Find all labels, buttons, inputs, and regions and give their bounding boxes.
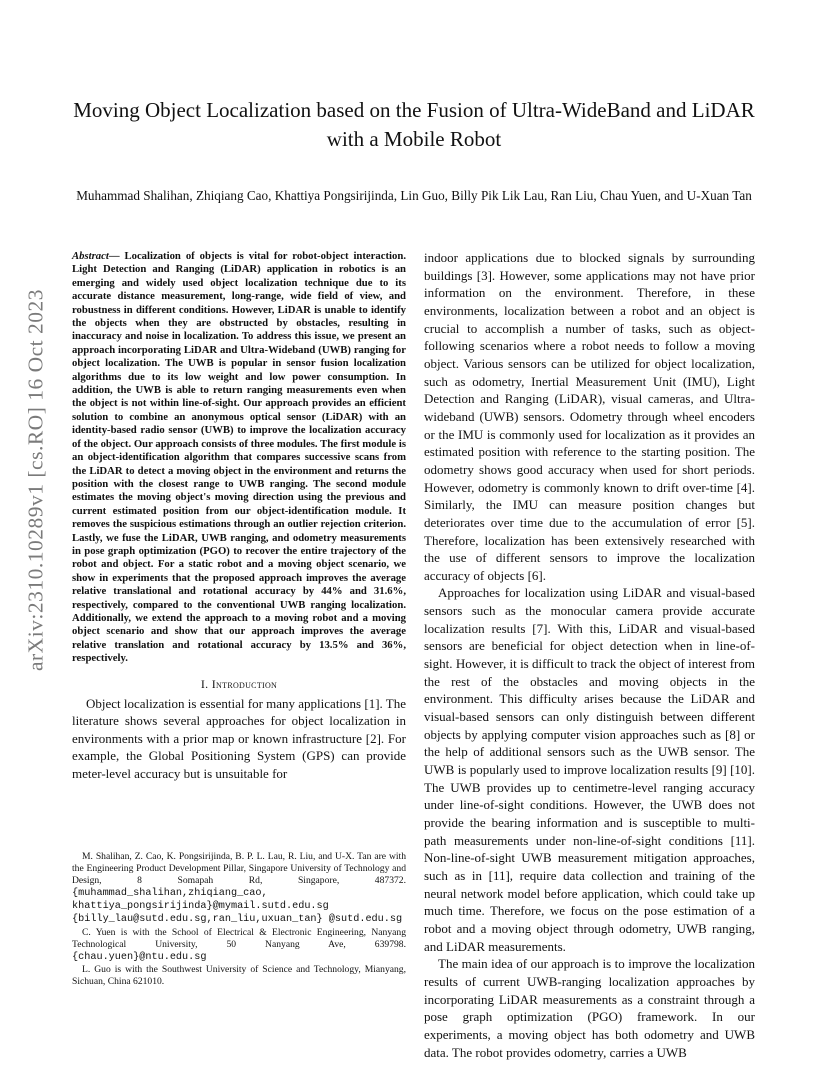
arxiv-identifier: arXiv:2310.10289v1 [cs.RO] 16 Oct 2023 [23, 288, 48, 672]
abstract-label: Abstract [72, 250, 109, 262]
footnote-sutd [72, 851, 406, 927]
paragraph-lidar-uwb: Approaches for localization using LiDAR and visual-based sensors such as the monocular camera provide accurate localization results [7]. With this, LiDAR and visual-based sensors are beneficial for object detection when in line-of-sight. However, it is difficult to track the object of interest from the rest of the obstacles and moving objects in the environment. This difficulty arises because the LiDAR and visual-based sensors can only distinguish between different objects by applying computer vision approaches such as [8] or the help of additional sensors such as the UWB sensor. The UWB is popularly used to improve localization results [9] [10]. The UWB provides up to centimetre-level ranging accuracy under line-of-sight conditions. However, the UWB does not provide the bearing information and is susceptible to multi-path measurements under non-line-of-sight conditions [11]. Non-line-of-sight UWB measurement mitigation approaches, such as in [11], require data collection and training of the neural network model before application, which could take up much time. Therefore, we focus on the pose estimation of a robot and a moving object through odometry, UWB ranging, and LiDAR measurements. [424, 585, 755, 954]
left-column [72, 250, 406, 783]
abstract-text: — Localization of objects is vital for robot-object interaction. Light Detection and Ranging (LiDAR) application in robotics is an emerging and widely used object localization technique due to its accurate distance measurement, long-range, wide field of view, and robustness in different conditions. However, LiDAR is unable to identify the objects when they are obstructed by obstacles, resulting in inaccuracy and noise in localization. To address this issue, we present an approach incorporating LiDAR and Ultra-Wideband (UWB) ranging for object localization. The UWB is popular in sensor fusion localization algorithms due to its low weight and low power consumption. In addition, the UWB is able to return ranging measurements even when the object is not within line-of-sight. Our approach provides an efficient solution to combine an anonymous optical sensor (LiDAR) with an identity-based radio sensor (UWB) to improve the localization accuracy of the object. Our approach consists of three modules. The first module is an object-identification algorithm that compares successive scans from the LiDAR to detect a moving object in the environment and returns the position with the closest range to UWB ranging. The second module estimates the moving object's moving direction using the previous and current estimated position from our object-identification module. It removes the suspicious estimations through an outlier rejection criterion. Lastly, we fuse the LiDAR, UWB ranging, and odometry measurements in pose graph optimization (PGO) to recover the entire trajectory of the robot and object. For a static robot and a moving object scenario, we show in experiments that the proposed approach improves the average relative translational and rotational accuracy by 44% and 31.6%, respectively, compared to the conventional UWB ranging localization. Additionally, we extend the approach to a moving robot and a moving object scenario and show that our approach improves the average relative translation and rotational accuracy by 13.5% and 36%, respectively. [72, 250, 406, 665]
footnote-sutd-emails: {muhammad_shalihan,zhiqiang_cao, khattiya_pongsirijinda}@mymail.sutd.edu.sg {billy_lau@sutd.edu.sg,ran_liu,uxuan_tan} @sutd.edu.sg [72, 888, 403, 926]
footnote-sutd-text: M. Shalihan, Z. Cao, K. Pongsirijinda, B. P. L. Lau, R. Liu, and U-X. Tan are with the Engineering Product Development Pillar, Singapore University of Technology and Design, 8 Somapah Rd, Singapore, 487372. [72, 851, 406, 887]
author-footnotes [72, 851, 406, 988]
paragraph-main-idea: The main idea of our approach is to improve the localization results of current UWB-ranging localization approaches by incorporating LiDAR measurements as a constraint through a pose graph optimization (PGO) framework. In our experiments, a moving object has both odometry and UWB data. The robot provides odometry, carries a UWB [424, 956, 755, 1060]
footnote-ntu-text: C. Yuen is with the School of Electrical & Electronic Engineering, Nanyang Technological University, 50 Nanyang Ave, 639798. [72, 926, 406, 950]
footnote-ntu [72, 927, 406, 964]
footnote-swust: L. Guo is with the Southwest University of Science and Technology, Mianyang, Sichuan, China 621010. [72, 963, 406, 987]
footnote-ntu-email: {chau.yuen}@ntu.edu.sg [72, 951, 207, 963]
abstract [72, 250, 406, 666]
section-heading-introduction: I. Introduction [200, 676, 278, 691]
right-column [424, 249, 755, 1061]
paragraph-localization-sensors: indoor applications due to blocked signals by surrounding buildings [3]. However, some applications may not have prior information on the environment. Therefore, in these environments, localization between a robot and an object is crucial to accomplish a number of tasks, such as object-following scenarios where a robot needs to follow a moving object. Various sensors can be utilized for object localization, such as odometry, Inertial Measurement Unit (IMU), Light Detection and Ranging (LiDAR), visual cameras, and Ultra-wideband (UWB) sensors. Odometry through wheel encoders or the IMU is commonly used for localization as it provides an estimated position with reference to the starting position. The odometry shows good accuracy when used for short periods. However, odometry is commonly known to drift over-time [4]. Similarly, the IMU can measure position changes but deteriorates over time due to the accumulation of error [5]. Therefore, localization has been extensively researched with the use of different sensors to improve the localization accuracy of objects [6]. [424, 250, 755, 583]
intro-paragraph: Object localization is essential for many applications [1]. The literature shows several approaches for object localization in environments with a prior map or known infrastructure [2]. For example, the Global Positioning System (GPS) can provide meter-level accuracy but is unsuitable for [72, 695, 406, 781]
author-list: Muhammad Shalihan, Zhiqiang Cao, Khattiya Pongsirijinda, Lin Guo, Billy Pik Lik Lau, Ran Liu, Chau Yuen, and U-Xuan Tan [76, 188, 752, 203]
paper-title: Moving Object Localization based on the Fusion of Ultra-WideBand and LiDAR with a Mobile Robot [73, 98, 755, 151]
